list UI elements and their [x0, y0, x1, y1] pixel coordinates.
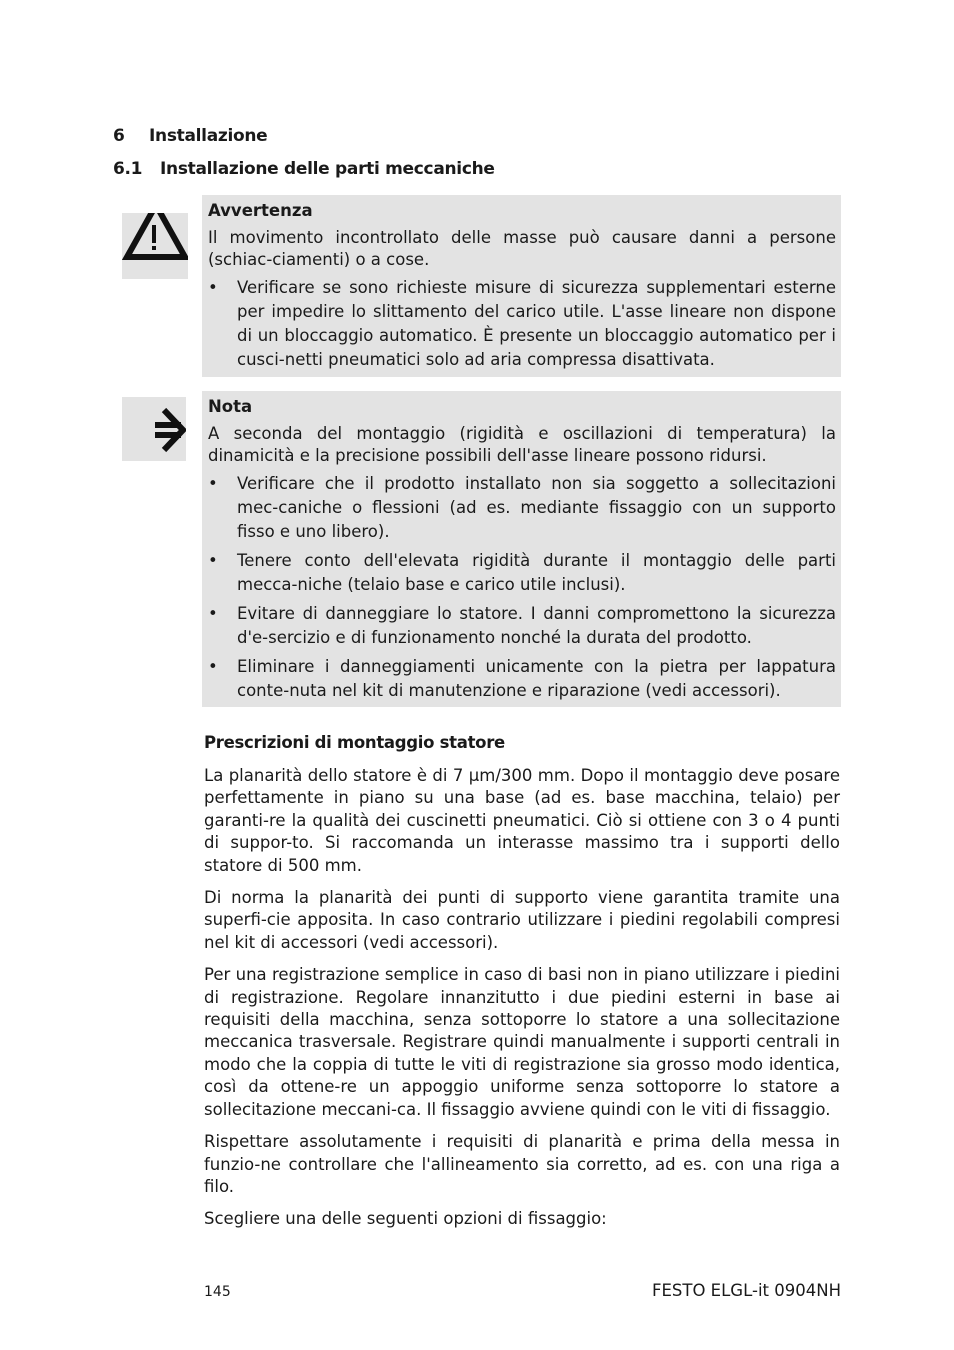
- arrow-right-icon: [122, 397, 186, 461]
- note-box: [202, 391, 841, 707]
- section-number: 6: [113, 126, 125, 146]
- paragraph: Rispettare assolutamente i requisiti di planarità e prima della messa in funzio-ne controllare che l'allineamento sia corretto, ad es. con una riga a filo.: [204, 1132, 840, 1196]
- paragraph: Scegliere una delle seguenti opzioni di fissaggio:: [204, 1209, 607, 1229]
- page-number: 145: [204, 1284, 231, 1300]
- note-bullet: • Verificare che il prodotto installato non sia soggetto a sollecitazioni mec-caniche o flessioni (ad es. mediante fissaggio con un supporto fisso e uno libero).: [208, 472, 836, 544]
- warning-triangle-icon: [122, 213, 188, 279]
- warning-text: Il movimento incontrollato delle masse può causare danni a persone (schiac-ciamenti) o a cose.: [208, 228, 836, 269]
- subsection-heading: [113, 159, 495, 179]
- warning-bullet: • Verificare se sono richieste misure di sicurezza supplementari esterne per impedire lo slittamento del carico utile. L'asse lineare non dispone di un bloccaggio automatico. È presente un bloccaggio automatico per i cusci-netti pneumatici solo ad aria compressa disattivata.: [208, 276, 836, 372]
- section-title: Installazione: [149, 126, 268, 146]
- note-bullet: • Tenere conto dell'elevata rigidità durante il montaggio delle parti mecca-niche (telaio base e carico utile inclusi).: [208, 549, 836, 597]
- warning-bullet-list: [208, 276, 836, 372]
- note-text: A seconda del montaggio (rigidità e oscillazioni di temperatura) la dinamicità e la precisione possibili dell'asse lineare possono ridursi.: [208, 424, 836, 465]
- section-heading: [113, 126, 267, 146]
- paragraph: La planarità dello statore è di 7 µm/300 mm. Dopo il montaggio deve posare perfettamente in piano su una base (ad es. base macchina, telaio) per garanti-re la qualità dei cuscinetti pneumatici. Ciò si ottiene con 3 o 4 punti di suppor-to. Si raccomanda un interasse massimo tra i supporti dello statore di 500 mm.: [204, 766, 840, 875]
- stator-mounting-heading: Prescrizioni di montaggio statore: [204, 733, 505, 752]
- warning-icon-box: [122, 213, 188, 279]
- note-bullet: • Eliminare i danneggiamenti unicamente con la pietra per lappatura conte-nuta nel kit di manutenzione e riparazione (vedi accessori).: [208, 655, 836, 703]
- paragraph: Per una registrazione semplice in caso di basi non in piano utilizzare i piedini di registrazione. Regolare innanzitutto i due piedini esterni in base ai requisiti della macchina, senza sottoporre lo statore a una sollecitazione meccanica trasversale. Registrare quindi manualmente i supporti centrali in modo che la coppia di tutte le viti di registrazione sia grosso modo identica, così da ottene-re un appoggio uniforme senza sottoporre lo statore a sollecitazione meccani-ca. Il fissaggio avviene quindi con le viti di fissaggio.: [204, 965, 840, 1119]
- note-icon-box: [122, 397, 186, 461]
- warning-title: Avvertenza: [208, 201, 313, 220]
- subsection-title: Installazione delle parti meccaniche: [160, 159, 495, 179]
- paragraph: Di norma la planarità dei punti di supporto viene garantita tramite una superfi-cie apposita. In caso contrario utilizzare i piedini regolabili compresi nel kit di accessori (vedi accessori).: [204, 888, 840, 952]
- note-bullet-list: [208, 472, 836, 703]
- note-bullet: • Evitare di danneggiare lo statore. I danni compromettono la sicurezza d'e-sercizio e di funzionamento nonché la durata del prodotto.: [208, 602, 836, 650]
- note-title: Nota: [208, 397, 253, 416]
- subsection-number: 6.1: [113, 159, 143, 179]
- document-id: FESTO ELGL-it 0904NH: [651, 1281, 841, 1300]
- body-text: [204, 765, 840, 1241]
- warning-box: [202, 195, 841, 377]
